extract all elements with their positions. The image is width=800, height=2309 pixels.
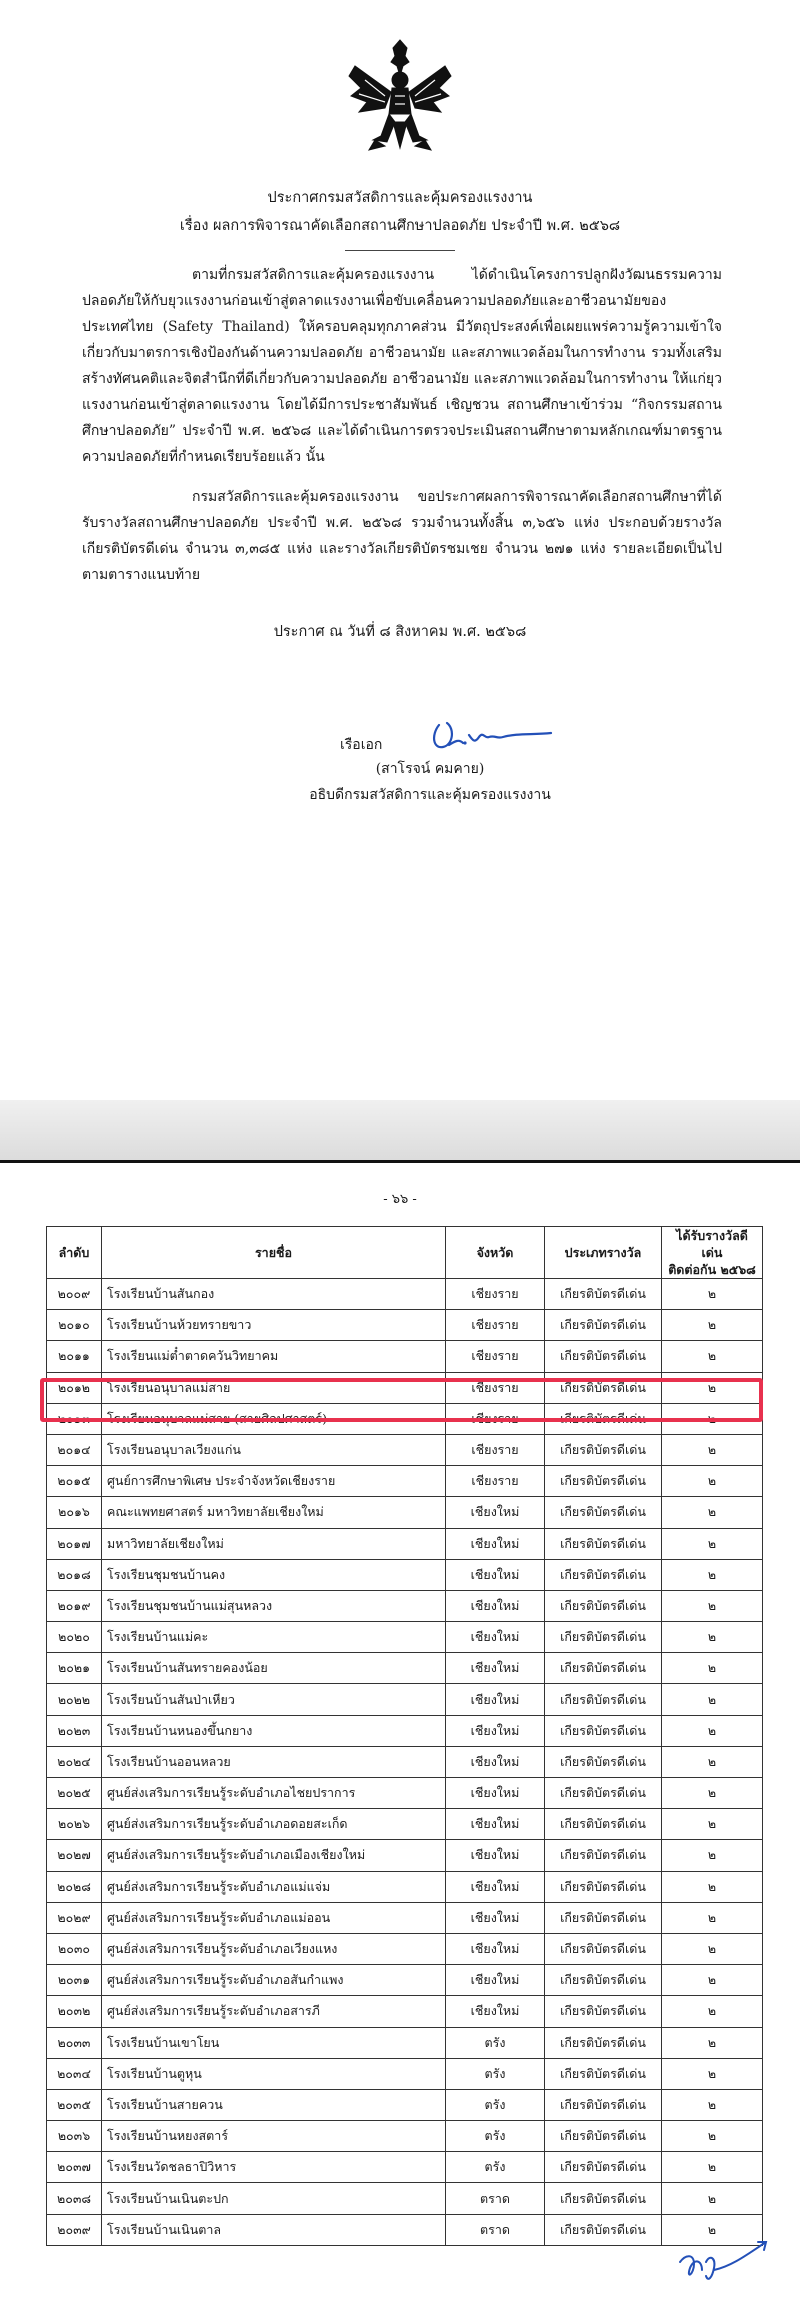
row-consecutive-years: ๒ — [662, 1403, 763, 1434]
table-row — [47, 1933, 763, 1964]
row-consecutive-years: ๒ — [662, 1590, 763, 1621]
row-name: ศูนย์ส่งเสริมการเรียนรู้ระดับอำเภอดอยสะเก็ด — [102, 1809, 446, 1840]
row-name: โรงเรียนบ้านสันกอง — [102, 1279, 446, 1310]
row-award-type: เกียรติบัตรดีเด่น — [545, 2214, 662, 2245]
row-consecutive-years: ๒ — [662, 1528, 763, 1559]
row-award-type: เกียรติบัตรดีเด่น — [545, 1403, 662, 1434]
row-number: ๒๐๑๑ — [47, 1341, 102, 1372]
table-row — [47, 1684, 763, 1715]
table-row — [47, 1466, 763, 1497]
row-name: โรงเรียนบ้านตูหุน — [102, 2058, 446, 2089]
row-number: ๒๐๑๘ — [47, 1559, 102, 1590]
table-row — [47, 1840, 763, 1871]
col-consecutive-line2: ติดต่อกัน ๒๕๖๘ — [668, 1262, 756, 1277]
row-name: ศูนย์การศึกษาพิเศษ ประจำจังหวัดเชียงราย — [102, 1466, 446, 1497]
row-consecutive-years: ๒ — [662, 1996, 763, 2027]
row-number: ๒๐๓๗ — [47, 2152, 102, 2183]
row-award-type: เกียรติบัตรดีเด่น — [545, 1466, 662, 1497]
table-row — [47, 1528, 763, 1559]
row-consecutive-years: ๒ — [662, 1933, 763, 1964]
row-province: ตราด — [446, 2183, 545, 2214]
announcement-page — [0, 0, 800, 1100]
row-award-type: เกียรติบัตรดีเด่น — [545, 1559, 662, 1590]
row-name: โรงเรียนอนุบาลแม่สาย — [102, 1372, 446, 1403]
row-name: โรงเรียนวัดชลธาปิวิหาร — [102, 2152, 446, 2183]
table-row — [47, 2089, 763, 2120]
row-name: โรงเรียนอนุบาลแม่สาย (สายศิลปศาสตร์) — [102, 1403, 446, 1434]
row-number: ๒๐๒๘ — [47, 1871, 102, 1902]
page-gap — [0, 1100, 800, 1160]
table-row — [47, 2058, 763, 2089]
row-province: เชียงราย — [446, 1434, 545, 1465]
row-number: ๒๐๒๒ — [47, 1684, 102, 1715]
row-number: ๒๐๒๔ — [47, 1746, 102, 1777]
row-name: โรงเรียนบ้านแม่คะ — [102, 1622, 446, 1653]
row-consecutive-years: ๒ — [662, 1871, 763, 1902]
row-name: มหาวิทยาลัยเชียงใหม่ — [102, 1528, 446, 1559]
row-province: เชียงราย — [446, 1403, 545, 1434]
row-province: ตรัง — [446, 2121, 545, 2152]
award-table-body — [47, 1279, 763, 2246]
row-province: เชียงใหม่ — [446, 1778, 545, 1809]
row-award-type: เกียรติบัตรดีเด่น — [545, 1965, 662, 1996]
row-province: เชียงราย — [446, 1372, 545, 1403]
table-row — [47, 1965, 763, 1996]
row-number: ๒๐๒๓ — [47, 1715, 102, 1746]
table-row — [47, 1809, 763, 1840]
row-award-type: เกียรติบัตรดีเด่น — [545, 2058, 662, 2089]
row-name: โรงเรียนบ้านสายควน — [102, 2089, 446, 2120]
table-row — [47, 2214, 763, 2245]
row-award-type: เกียรติบัตรดีเด่น — [545, 1684, 662, 1715]
row-number: ๒๐๓๘ — [47, 2183, 102, 2214]
row-province: เชียงใหม่ — [446, 1933, 545, 1964]
row-award-type: เกียรติบัตรดีเด่น — [545, 1310, 662, 1341]
row-name: โรงเรียนอนุบาลเวียงแก่น — [102, 1434, 446, 1465]
col-no: ลำดับ — [47, 1227, 102, 1279]
table-row — [47, 1341, 763, 1372]
row-number: ๒๐๒๙ — [47, 1902, 102, 1933]
row-consecutive-years: ๒ — [662, 1372, 763, 1403]
table-header-row — [47, 1227, 763, 1279]
row-province: เชียงใหม่ — [446, 1902, 545, 1933]
row-province: เชียงราย — [446, 1310, 545, 1341]
row-province: เชียงใหม่ — [446, 1965, 545, 1996]
table-row — [47, 1622, 763, 1653]
row-number: ๒๐๑๗ — [47, 1528, 102, 1559]
announcement-date: ประกาศ ณ วันที่ ๘ สิงหาคม พ.ศ. ๒๕๖๘ — [273, 624, 527, 640]
table-row — [47, 1559, 763, 1590]
row-province: เชียงใหม่ — [446, 1622, 545, 1653]
row-name: ศูนย์ส่งเสริมการเรียนรู้ระดับอำเภอสารภี — [102, 1996, 446, 2027]
row-consecutive-years: ๒ — [662, 1653, 763, 1684]
row-highlight-box — [40, 1378, 763, 1422]
row-consecutive-years: ๒ — [662, 1715, 763, 1746]
col-name: รายชื่อ — [102, 1227, 446, 1279]
row-number: ๒๐๓๒ — [47, 1996, 102, 2027]
row-consecutive-years: ๒ — [662, 2152, 763, 2183]
row-consecutive-years: ๒ — [662, 1840, 763, 1871]
table-row — [47, 1653, 763, 1684]
row-award-type: เกียรติบัตรดีเด่น — [545, 1746, 662, 1777]
row-award-type: เกียรติบัตรดีเด่น — [545, 2027, 662, 2058]
annex-page-number: - ๖๖ - — [383, 1192, 417, 1207]
row-consecutive-years: ๒ — [662, 1497, 763, 1528]
row-name: ศูนย์ส่งเสริมการเรียนรู้ระดับอำเภอแม่แจ่ม — [102, 1871, 446, 1902]
row-consecutive-years: ๒ — [662, 1684, 763, 1715]
signer-rank: เรือเอก — [340, 737, 383, 753]
table-row — [47, 1746, 763, 1777]
row-number: ๒๐๑๒ — [47, 1372, 102, 1403]
row-province: เชียงใหม่ — [446, 1653, 545, 1684]
row-award-type: เกียรติบัตรดีเด่น — [545, 1653, 662, 1684]
row-award-type: เกียรติบัตรดีเด่น — [545, 1996, 662, 2027]
row-name: โรงเรียนบ้านห้วยทรายขาว — [102, 1310, 446, 1341]
row-award-type: เกียรติบัตรดีเด่น — [545, 1622, 662, 1653]
row-award-type: เกียรติบัตรดีเด่น — [545, 1871, 662, 1902]
col-consecutive — [662, 1227, 763, 1279]
row-province: ตรัง — [446, 2152, 545, 2183]
row-province: เชียงใหม่ — [446, 1996, 545, 2027]
row-province: เชียงใหม่ — [446, 1528, 545, 1559]
row-consecutive-years: ๒ — [662, 2058, 763, 2089]
row-province: เชียงราย — [446, 1466, 545, 1497]
row-consecutive-years: ๒ — [662, 1778, 763, 1809]
row-number: ๒๐๑๐ — [47, 1310, 102, 1341]
table-row — [47, 1497, 763, 1528]
announcement-header: ประกาศกรมสวัสดิการและคุ้มครองแรงงาน — [267, 190, 533, 206]
row-consecutive-years: ๒ — [662, 2183, 763, 2214]
row-name: โรงเรียนชุมชนบ้านแม่สุนหลวง — [102, 1590, 446, 1621]
row-consecutive-years: ๒ — [662, 2121, 763, 2152]
row-province: เชียงใหม่ — [446, 1809, 545, 1840]
row-award-type: เกียรติบัตรดีเด่น — [545, 1279, 662, 1310]
row-number: ๒๐๒๕ — [47, 1778, 102, 1809]
row-award-type: เกียรติบัตรดีเด่น — [545, 2089, 662, 2120]
signer-title: อธิบดีกรมสวัสดิการและคุ้มครองแรงงาน — [309, 787, 551, 803]
row-award-type: เกียรติบัตรดีเด่น — [545, 1434, 662, 1465]
row-name: ศูนย์ส่งเสริมการเรียนรู้ระดับอำเภอไชยปราการ — [102, 1778, 446, 1809]
row-name: ศูนย์ส่งเสริมการเรียนรู้ระดับอำเภอเวียงแหง — [102, 1933, 446, 1964]
col-province: จังหวัด — [446, 1227, 545, 1279]
row-consecutive-years: ๒ — [662, 1746, 763, 1777]
row-province: ตรัง — [446, 2089, 545, 2120]
col-consecutive-line1: ได้รับรางวัลดีเด่น — [676, 1228, 748, 1260]
row-name: โรงเรียนบ้านหยงสตาร์ — [102, 2121, 446, 2152]
row-award-type: เกียรติบัตรดีเด่น — [545, 2152, 662, 2183]
row-province: เชียงราย — [446, 1341, 545, 1372]
row-consecutive-years: ๒ — [662, 1965, 763, 1996]
row-name: โรงเรียนบ้านเนินตาล — [102, 2214, 446, 2245]
row-award-type: เกียรติบัตรดีเด่น — [545, 1933, 662, 1964]
row-province: เชียงใหม่ — [446, 1497, 545, 1528]
row-number: ๒๐๒๖ — [47, 1809, 102, 1840]
signer-name: (สาโรจน์ คมคาย) — [375, 761, 485, 777]
row-name: โรงเรียนบ้านเขาโยน — [102, 2027, 446, 2058]
row-consecutive-years: ๒ — [662, 1809, 763, 1840]
row-name: คณะแพทยศาสตร์ มหาวิทยาลัยเชียงใหม่ — [102, 1497, 446, 1528]
signature-icon — [425, 705, 555, 755]
row-award-type: เกียรติบัตรดีเด่น — [545, 1372, 662, 1403]
table-row — [47, 1902, 763, 1933]
table-row — [47, 1778, 763, 1809]
row-province: เชียงใหม่ — [446, 1559, 545, 1590]
announcement-paragraph-2: กรมสวัสดิการและคุ้มครองแรงงาน ขอประกาศผลการพิจารณาคัดเลือกสถานศึกษาที่ได้รับรางวัลสถานศึกษาปลอดภัย ประจำปี พ.ศ. ๒๕๖๘ รวมจำนวนทั้งสิ้น ๓,๖๕๖ แห่ง ประกอบด้วยรางวัลเกียรติบัตรดีเด่น จำนวน ๓,๓๘๕ แห่ง และรางวัลเกียรติบัตรชมเชย จำนวน ๒๗๑ แห่ง รายละเอียดเป็นไปตามตารางแนบท้าย — [82, 489, 722, 583]
row-number: ๒๐๑๖ — [47, 1497, 102, 1528]
row-number: ๒๐๒๑ — [47, 1653, 102, 1684]
row-number: ๒๐๓๙ — [47, 2214, 102, 2245]
row-consecutive-years: ๒ — [662, 1559, 763, 1590]
row-consecutive-years: ๒ — [662, 1434, 763, 1465]
row-number: ๒๐๓๕ — [47, 2089, 102, 2120]
table-row — [47, 2152, 763, 2183]
row-number: ๒๐๓๐ — [47, 1933, 102, 1964]
row-consecutive-years: ๒ — [662, 2027, 763, 2058]
row-name: โรงเรียนบ้านสันทรายคองน้อย — [102, 1653, 446, 1684]
announcement-paragraph-1: ตามที่กรมสวัสดิการและคุ้มครองแรงงาน ได้ดำเนินโครงการปลูกฝังวัฒนธรรมความปลอดภัยให้กับยุวแรงงานก่อนเข้าสู่ตลาดแรงงานเพื่อขับเคลื่อนความปลอดภัยและอาชีวอนามัยของประเทศไทย (Safety Thailand) ให้ครอบคลุมทุกภาคส่วน มีวัตถุประสงค์เพื่อเผยแพร่ความรู้ความเข้าใจเกี่ยวกับมาตรการเชิงป้องกันด้านความปลอดภัย อาชีวอนามัย และสภาพแวดล้อมในการทำงาน รวมทั้งเสริมสร้างทัศนคติและจิตสำนึกที่ดีเกี่ยวกับความปลอดภัย อาชีวอนามัย และสภาพแวดล้อมในการทำงาน ให้แก่ยุวแรงงานก่อนเข้าสู่ตลาดแรงงาน โดยได้มีการประชาสัมพันธ์ เชิญชวน สถานศึกษาเข้าร่วม “กิจกรรมสถานศึกษาปลอดภัย” ประจำปี พ.ศ. ๒๕๖๘ และได้ดำเนินการตรวจประเมินสถานศึกษาตามหลักเกณฑ์มาตรฐานความปลอดภัยที่กำหนดเรียบร้อยแล้ว นั้น — [82, 267, 722, 465]
row-name: ศูนย์ส่งเสริมการเรียนรู้ระดับอำเภอเมืองเชียงใหม่ — [102, 1840, 446, 1871]
row-award-type: เกียรติบัตรดีเด่น — [545, 1341, 662, 1372]
table-row — [47, 2183, 763, 2214]
row-province: เชียงราย — [446, 1279, 545, 1310]
row-number: ๒๐๑๕ — [47, 1466, 102, 1497]
row-number: ๒๐๒๐ — [47, 1622, 102, 1653]
row-award-type: เกียรติบัตรดีเด่น — [545, 1809, 662, 1840]
row-name: โรงเรียนบ้านออนหลวย — [102, 1746, 446, 1777]
row-award-type: เกียรติบัตรดีเด่น — [545, 1497, 662, 1528]
header-divider — [345, 250, 455, 251]
row-province: เชียงใหม่ — [446, 1715, 545, 1746]
row-province: เชียงใหม่ — [446, 1746, 545, 1777]
row-number: ๒๐๓๓ — [47, 2027, 102, 2058]
table-row — [47, 2027, 763, 2058]
row-name: โรงเรียนชุมชนบ้านคง — [102, 1559, 446, 1590]
row-number: ๒๐๑๙ — [47, 1590, 102, 1621]
row-province: ตรัง — [446, 2058, 545, 2089]
row-number: ๒๐๓๖ — [47, 2121, 102, 2152]
row-award-type: เกียรติบัตรดีเด่น — [545, 2183, 662, 2214]
row-consecutive-years: ๒ — [662, 2089, 763, 2120]
row-award-type: เกียรติบัตรดีเด่น — [545, 1715, 662, 1746]
row-consecutive-years: ๒ — [662, 1622, 763, 1653]
row-number: ๒๐๑๔ — [47, 1434, 102, 1465]
row-consecutive-years: ๒ — [662, 1466, 763, 1497]
row-province: เชียงใหม่ — [446, 1840, 545, 1871]
row-name: โรงเรียนบ้านหนองขึ้นกยาง — [102, 1715, 446, 1746]
row-consecutive-years: ๒ — [662, 1310, 763, 1341]
row-number: ๒๐๓๔ — [47, 2058, 102, 2089]
table-row — [47, 1310, 763, 1341]
row-name: ศูนย์ส่งเสริมการเรียนรู้ระดับอำเภอสันกำแพง — [102, 1965, 446, 1996]
col-award-type: ประเภทรางวัล — [545, 1227, 662, 1279]
table-row — [47, 1996, 763, 2027]
row-province: ตราด — [446, 2214, 545, 2245]
row-province: ตรัง — [446, 2027, 545, 2058]
row-award-type: เกียรติบัตรดีเด่น — [545, 1778, 662, 1809]
garuda-emblem-icon — [345, 36, 455, 154]
row-name: โรงเรียนแม่ต๋ำตาดควันวิทยาคม — [102, 1341, 446, 1372]
table-row — [47, 1715, 763, 1746]
table-row — [47, 2121, 763, 2152]
row-consecutive-years: ๒ — [662, 1279, 763, 1310]
table-row — [47, 1434, 763, 1465]
row-award-type: เกียรติบัตรดีเด่น — [545, 1902, 662, 1933]
row-consecutive-years: ๒ — [662, 1902, 763, 1933]
row-name: โรงเรียนบ้านสันป่าเหียว — [102, 1684, 446, 1715]
row-number: ๒๐๒๗ — [47, 1840, 102, 1871]
table-row — [47, 1279, 763, 1310]
row-province: เชียงใหม่ — [446, 1590, 545, 1621]
row-award-type: เกียรติบัตรดีเด่น — [545, 1528, 662, 1559]
row-award-type: เกียรติบัตรดีเด่น — [545, 1840, 662, 1871]
row-consecutive-years: ๒ — [662, 2214, 763, 2245]
announcement-subject: เรื่อง ผลการพิจารณาคัดเลือกสถานศึกษาปลอดภัย ประจำปี พ.ศ. ๒๕๖๘ — [179, 218, 621, 234]
row-name: ศูนย์ส่งเสริมการเรียนรู้ระดับอำเภอแม่ออน — [102, 1902, 446, 1933]
row-number: ๒๐๓๑ — [47, 1965, 102, 1996]
row-province: เชียงใหม่ — [446, 1684, 545, 1715]
row-number: ๒๐๐๙ — [47, 1279, 102, 1310]
initials-signature-icon — [672, 2232, 772, 2288]
row-name: โรงเรียนบ้านเนินตะปก — [102, 2183, 446, 2214]
row-number: ๒๐๑๓ — [47, 1403, 102, 1434]
table-row — [47, 1590, 763, 1621]
row-award-type: เกียรติบัตรดีเด่น — [545, 2121, 662, 2152]
row-award-type: เกียรติบัตรดีเด่น — [545, 1590, 662, 1621]
row-province: เชียงใหม่ — [446, 1871, 545, 1902]
row-consecutive-years: ๒ — [662, 1341, 763, 1372]
table-row — [47, 1871, 763, 1902]
